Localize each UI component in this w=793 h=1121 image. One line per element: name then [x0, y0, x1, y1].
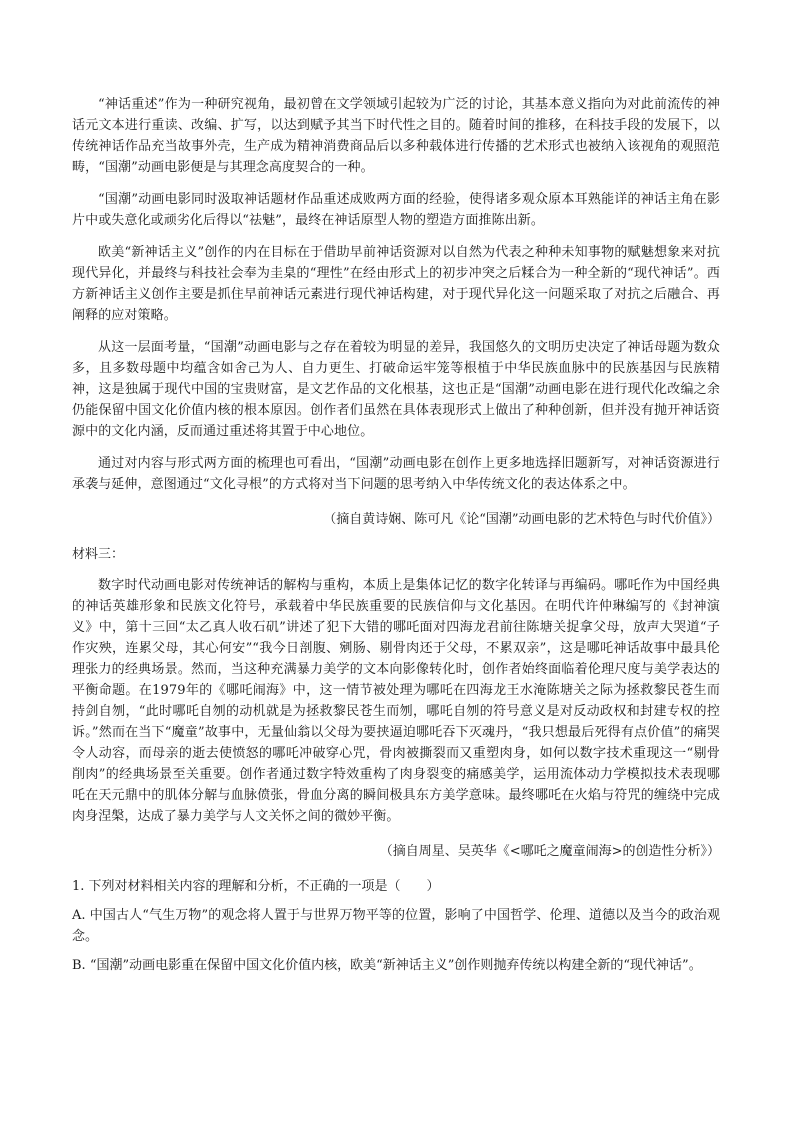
option-b: B. “国潮”动画电影重在保留中国文化价值内核，欧美“新神话主义”创作则抛弃传统以构建全新的“现代神话”。	[72, 958, 702, 973]
paragraph: “国潮”动画电影同时汲取神话题材作品重述成败两方面的经验，使得诸多观众原本耳熟能详的神话主角在影片中或失意化或顽劣化后得以“祛魅”，最终在神话原型人物的塑造方面推陈出新。	[72, 192, 720, 228]
material-two-section	[72, 94, 720, 530]
material-three-section	[72, 544, 720, 862]
document-page	[72, 94, 720, 984]
option-a: A. 中国古人“气生万物”的观念将人置于与世界万物平等的位置，影响了中国哲学、伦理、道德以及当今的政治观念。	[72, 908, 720, 944]
question-stem: 1. 下列对材料相关内容的理解和分析，不正确的一项是（ ）	[72, 879, 440, 894]
paragraph: 通过对内容与形式两方面的梳理也可看出，“国潮”动画电影在创作上更多地选择旧题新写，对神话资源进行承袭与延伸，意图通过“文化寻根”的方式将对当下问题的思考纳入中华传统文化的表达体系之中。	[72, 456, 720, 492]
source-citation: （摘自黄诗娴、陈可凡《论“国潮”动画电影的艺术特色与时代价值》）	[323, 512, 720, 527]
source-citation: （摘自周星、吴英华《<哪吒之魔童闹海>的创造性分析》）	[379, 844, 720, 859]
paragraph: 数字时代动画电影对传统神话的解构与重构，本质上是集体记忆的数字化转译与再编码。哪吒作为中国经典的神话英雄形象和民族文化符号，承载着中华民族重要的民族信仰与文化基因。在明代许仲琳编写的《封神演义》中，第十三回“太乙真人收石矶”讲述了犯下大错的哪吒面对四海龙君前往陈塘关捉拿父母，放声大哭道“子作灾殃，连累父母，其心何安”“我今日剖腹、剜肠、剔骨肉还于父母，不累双亲”，这是哪吒神话故事中最具伦理张力的经典场景。然而，当这种充满暴力美学的文本向影像转化时，创作者始终面临着伦理尺度与美学表达的平衡命题。在1979年的《哪吒闹海》中，这一情节被处理为哪吒在四海龙王水淹陈塘关之际为拯救黎民苍生而持剑自刎，“此时哪吒自刎的动机就是为拯救黎民苍生而刎，哪吒自刎的符号意义是对反动政权和封建专权的控诉。”然而在当下“魔童”故事中，无量仙翁以父母为要挟逼迫哪吒吞下灭魂丹，“我只想最后死得有点价值”的痛哭令人动容，而母亲的逝去使愤怒的哪吒冲破穿心咒，骨肉被撕裂而又重塑肉身，如何以数字技术重现这一“剔骨削肉”的经典场景至关重要。创作者通过数字特效重构了肉身裂变的痛感美学，运用流体动力学模拟技术表现哪吒在天元鼎中的肌体分解与血脉偾张，骨血分离的瞬间极具东方美学意味。最终哪吒在火焰与符咒的缠绕中完成肉身涅槃，达成了暴力美学与人文关怀之间的微妙平衡。	[72, 578, 720, 824]
section-heading: 材料三：	[72, 547, 125, 562]
paragraph: 从这一层面考量，“国潮”动画电影与之存在着较为明显的差异，我国悠久的文明历史决定了神话母题为数众多，且多数母题中均蕴含如舍己为人、自力更生、打破命运牢笼等根植于中华民族血脉中的民族基因与民族精神，这是独属于现代中国的宝贵财富，是文艺作品的文化根基，这也正是“国潮”动画电影在进行现代化改编之余仍能保留中国文化价值内核的根本原因。创作者们虽然在具体表现形式上做出了种种创新，但并没有抛开神话资源中的文化内涵，反而通过重述将其置于中心地位。	[72, 340, 720, 439]
paragraph: 欧美“新神话主义”创作的内在目标在于借助早前神话资源对以自然为代表之种种未知事物的赋魅想象来对抗现代异化，并最终与科技社会奉为圭臬的“理性”在经由形式上的初步冲突之后糅合为一种全新的“现代神话”。西方新神话主义创作主要是抓住早前神话元素进行现代神话构建，对于现代异化这一问题采取了对抗之后融合、再阐释的应对策略。	[72, 245, 720, 323]
question-one	[72, 876, 720, 976]
paragraph: “神话重述”作为一种研究视角，最初曾在文学领域引起较为广泛的讨论，其基本意义指向为对此前流传的神话元文本进行重读、改编、扩写，以达到赋予其当下时代性之目的。随着时间的推移，在科技手段的发展下，以传统神话作品充当故事外壳，生产成为精神消费商品后以多种载体进行传播的艺术形式也被纳入该视角的观照范畴，“国潮”动画电影便是与其理念高度契合的一种。	[72, 97, 720, 175]
